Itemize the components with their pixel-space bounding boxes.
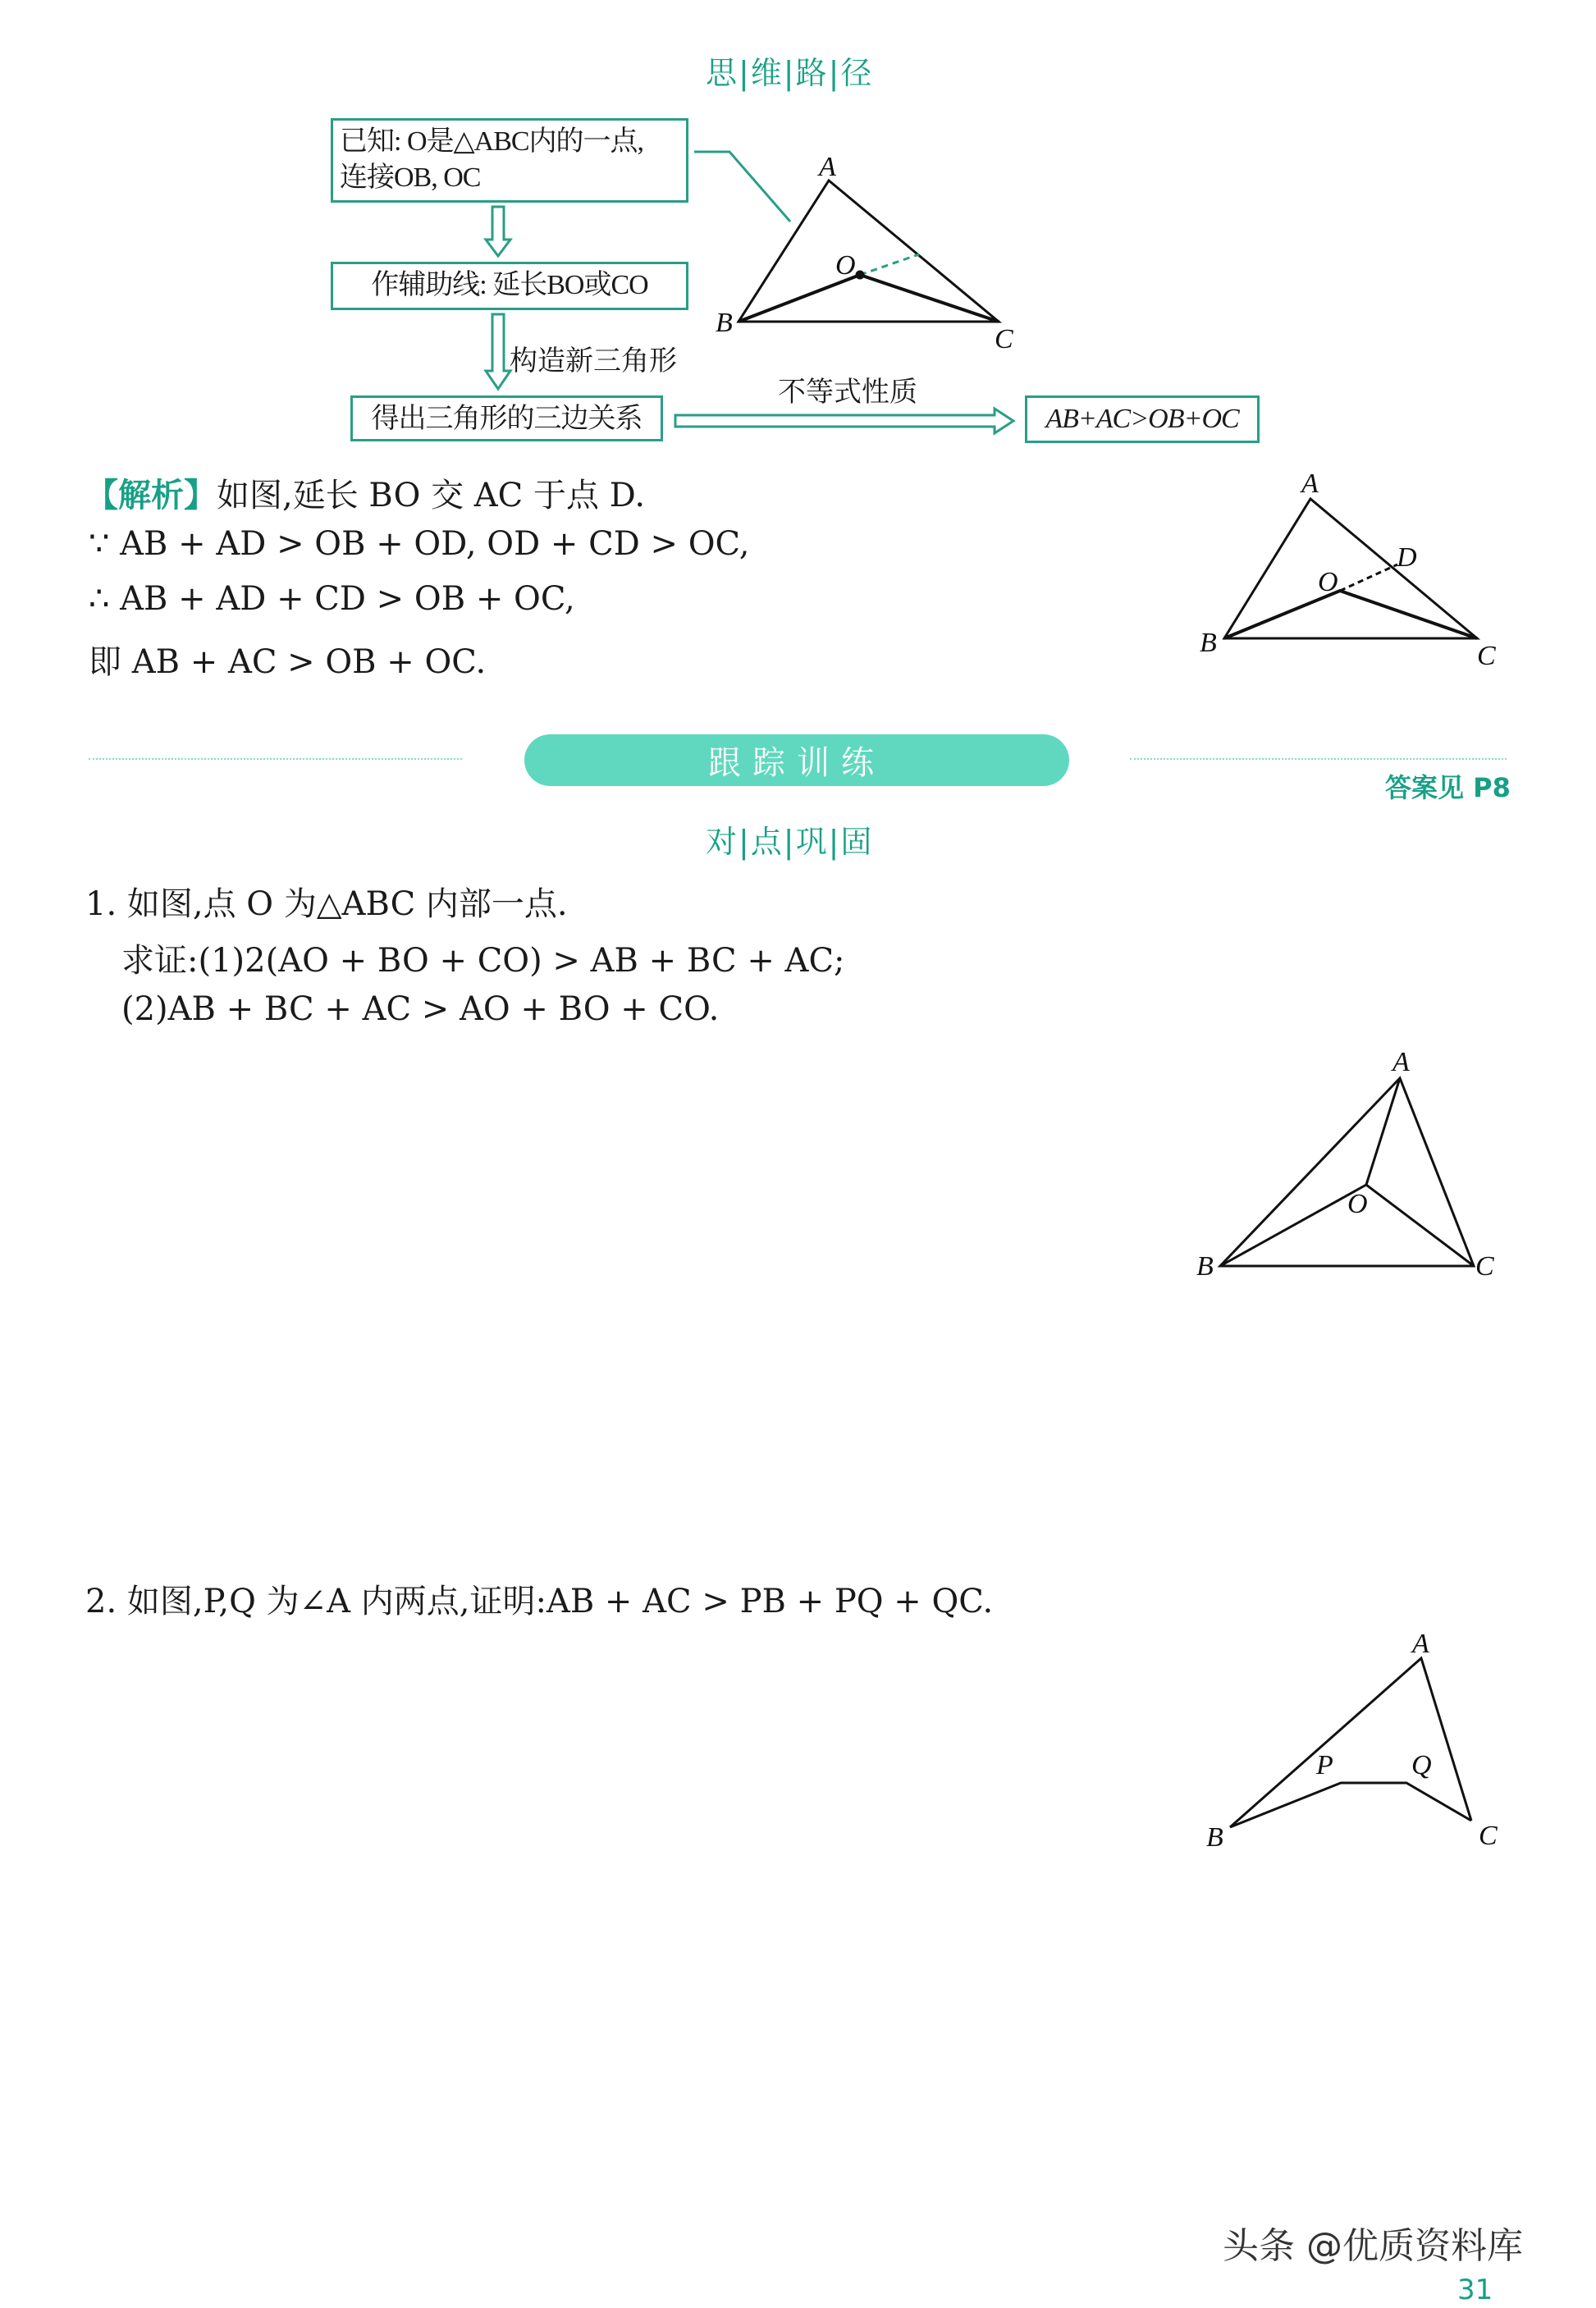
label-A: A xyxy=(1412,1629,1429,1659)
section-banner-tracking: 跟踪训练 xyxy=(524,734,1069,786)
label-O: O xyxy=(835,250,856,281)
figure-analysis-triangle xyxy=(1224,499,1477,638)
q1-line-3: (2)AB + BC + AC > AO + BO + CO. xyxy=(121,990,720,1028)
flow-box-conclusion: AB+AC>OB+OC xyxy=(1025,395,1260,443)
down-arrow-icon xyxy=(486,207,510,256)
label-D: D xyxy=(1397,542,1417,573)
q1-line-1: 1. 如图,点 O 为△ABC 内部一点. xyxy=(85,885,568,923)
figure-thinking-triangle xyxy=(739,181,999,322)
label-P: P xyxy=(1316,1750,1333,1780)
answer-reference: 答案见 P8 xyxy=(1385,772,1511,803)
analysis-line-3: ∴ AB + AD + CD > OB + OC, xyxy=(89,580,575,618)
flow-box-given-line2: 连接OB, OC xyxy=(340,162,481,193)
connector-line xyxy=(694,152,790,222)
analysis-tag: 【解析】 xyxy=(85,477,217,514)
divider-left xyxy=(89,758,462,760)
label-B: B xyxy=(1206,1822,1223,1853)
analysis-line-2: ∵ AB + AD > OB + OD, OD + CD > OC, xyxy=(89,525,750,563)
right-arrow-icon xyxy=(675,409,1013,433)
flow-arrow-label-construct: 构造新三角形 xyxy=(510,345,677,377)
section-title-thinking-path: 思|维|路|径 xyxy=(706,55,874,91)
label-A: A xyxy=(819,152,836,182)
label-Q: Q xyxy=(1411,1750,1432,1780)
page-number: 31 xyxy=(1457,2274,1493,2306)
label-B: B xyxy=(1196,1251,1214,1282)
label-C: C xyxy=(995,324,1013,354)
down-arrow-icon xyxy=(486,314,510,389)
label-B: B xyxy=(1200,628,1217,658)
label-O: O xyxy=(1318,567,1338,597)
watermark: 头条 @优质资料库 xyxy=(1223,2225,1523,2267)
analysis-line-4: 即 AB + AC > OB + OC. xyxy=(89,643,487,681)
q1-line-2: 求证:(1)2(AO + BO + CO) > AB + BC + AC; xyxy=(121,942,845,980)
figure-q1-triangle xyxy=(1220,1078,1474,1266)
section-subtitle-practice: 对|点|巩|固 xyxy=(706,824,874,860)
flow-box-triangle-relation: 得出三角形的三边关系 xyxy=(350,395,663,441)
flow-box-auxiliary: 作辅助线: 延长BO或CO xyxy=(331,262,688,310)
analysis-text: 如图,延长 BO 交 AC 于点 D. xyxy=(217,477,646,514)
figure-q2-angle xyxy=(1230,1658,1471,1827)
label-C: C xyxy=(1475,1251,1494,1282)
divider-right xyxy=(1130,758,1507,760)
flow-box-given-line1: 已知: O是△ABC内的一点, xyxy=(340,126,644,157)
q2-line-1: 2. 如图,P,Q 为∠A 内两点,证明:AB + AC > PB + PQ + QC. xyxy=(85,1583,994,1620)
flow-arrow-label-inequality: 不等式性质 xyxy=(778,376,917,409)
label-B: B xyxy=(716,308,733,338)
label-O: O xyxy=(1347,1189,1368,1219)
analysis-line-1 xyxy=(85,469,645,516)
label-C: C xyxy=(1479,1821,1498,1851)
flow-arrows xyxy=(486,152,1013,433)
label-C: C xyxy=(1477,641,1496,671)
label-A: A xyxy=(1392,1047,1410,1077)
label-A: A xyxy=(1301,468,1319,499)
